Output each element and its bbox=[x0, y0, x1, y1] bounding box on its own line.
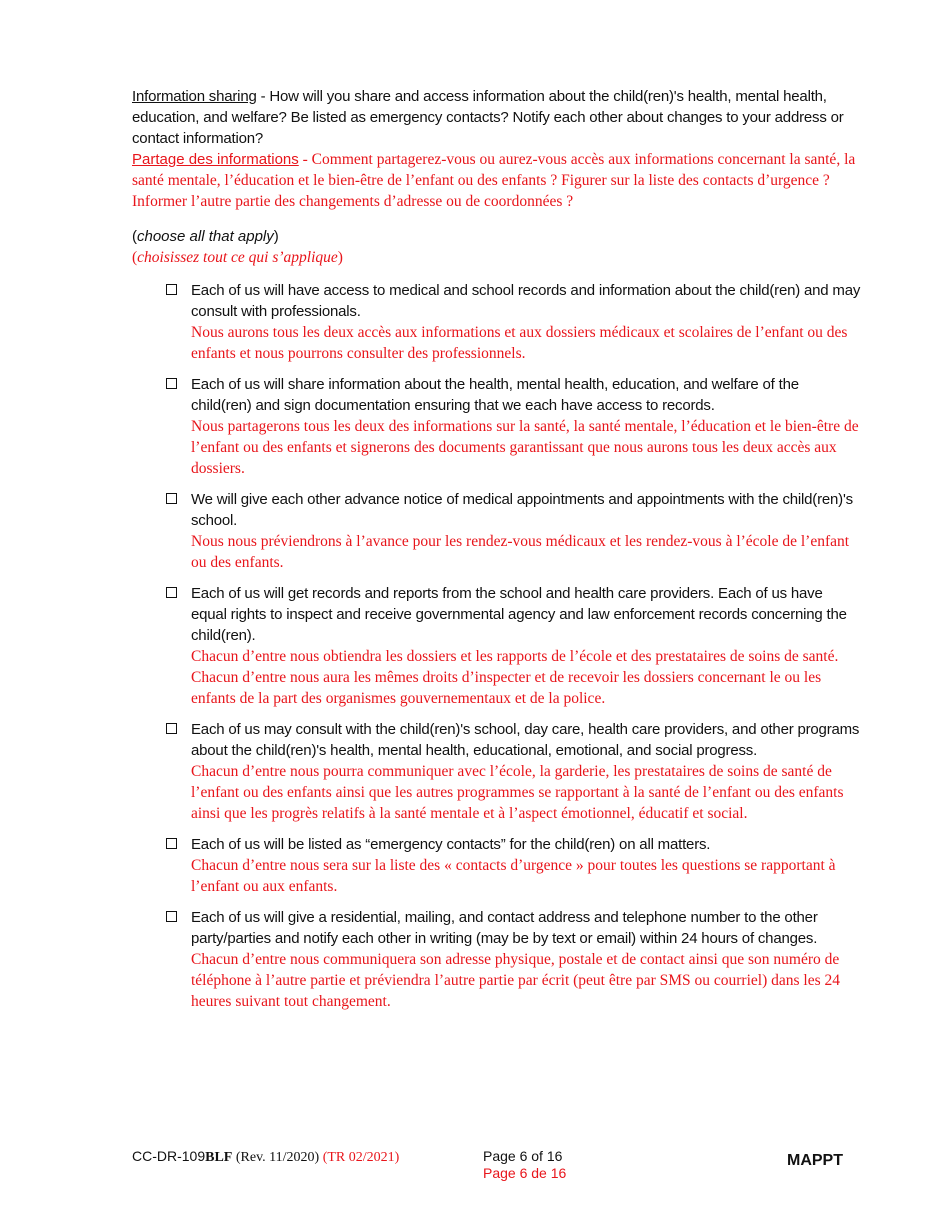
intro-french bbox=[132, 149, 862, 212]
form-identifier: CC-DR-109BLF (Rev. 11/2020) (TR 02/2021) bbox=[132, 1148, 400, 1165]
form-content bbox=[132, 86, 862, 1022]
option-share-information bbox=[132, 374, 862, 479]
option-text-fr: Nous partagerons tous les deux des informations sur la santé, la santé mentale, l’éducation et le bien-être de l’enfant ou des enfants et signerons des documents garantissant que nous aurons tous les deux accès aux dossiers. bbox=[191, 418, 859, 477]
checkbox[interactable] bbox=[166, 378, 177, 389]
options-list bbox=[132, 280, 862, 1012]
option-text-fr: Nous aurons tous les deux accès aux informations et aux dossiers médicaux et scolaires de l’enfant ou des enfants et nous pourrons consulter des professionnels. bbox=[191, 324, 848, 362]
checkbox[interactable] bbox=[166, 493, 177, 504]
option-emergency-contacts bbox=[132, 834, 862, 897]
option-text-fr: Chacun d’entre nous obtiendra les dossiers et les rapports de l’école et des prestataires de soins de santé. Chacun d’entre nous aura les mêmes droits d’inspecter et de recevoir les dossiers concernant le ou les enfants de la part des organismes gouvernementaux et de la police. bbox=[191, 648, 839, 707]
checkbox[interactable] bbox=[166, 911, 177, 922]
option-address-changes bbox=[132, 907, 862, 1012]
page-number-en: Page 6 of 16 bbox=[483, 1148, 563, 1164]
option-text-fr: Nous nous préviendrons à l’avance pour les rendez-vous médicaux et les rendez-vous à l’école de l’enfant ou des enfants. bbox=[191, 533, 850, 571]
choose-instruction-fr: (choisissez tout ce qui s’applique) bbox=[132, 249, 343, 266]
option-records-reports bbox=[132, 583, 862, 709]
option-text-en: Each of us will have access to medical and school records and information about the child(ren) and may consult with professionals. bbox=[191, 282, 861, 320]
option-text-en: Each of us will give a residential, mailing, and contact address and telephone number to the other party/parties and notify each other in writing (may be by text or email) within 24 hours of changes. bbox=[191, 909, 818, 947]
option-text-fr: Chacun d’entre nous communiquera son adresse physique, postale et de contact ainsi que son numéro de téléphone à l’autre partie et préviendra l’autre partie par écrit (peut être par SMS ou courriel) dans les 24 heures suivant tout changement. bbox=[191, 951, 840, 1010]
section-title-en: Information sharing bbox=[132, 88, 257, 105]
choose-instructions bbox=[132, 226, 862, 268]
option-text-en: We will give each other advance notice of medical appointments and appointments with the child(ren)'s school. bbox=[191, 491, 853, 529]
section-title-fr: Partage des informations bbox=[132, 151, 299, 168]
page-number-fr: Page 6 de 16 bbox=[483, 1165, 567, 1181]
option-consult-school bbox=[132, 719, 862, 824]
checkbox[interactable] bbox=[166, 587, 177, 598]
option-text-en: Each of us will get records and reports from the school and health care providers. Each of us have equal rights to inspect and receive governmental agency and law enforcement records concerning the child(ren). bbox=[191, 585, 847, 644]
section-question-en: - How will you share and access information about the child(ren)'s health, mental health, education, and welfare? Be listed as emergency contacts? Notify each other about changes to your address or contact information? bbox=[132, 88, 844, 147]
option-text-en: Each of us will be listed as “emergency contacts” for the child(ren) on all matters. bbox=[191, 836, 711, 853]
option-text-fr: Chacun d’entre nous pourra communiquer avec l’école, la garderie, les prestataires de soins de santé de l’enfant ou des enfants ainsi que les autres programmes se rapportant à la santé de l’enfant ou des enfants ainsi que les progrès relatifs à la santé mentale et à l’aspect émotionnel, éducatif et social. bbox=[191, 763, 844, 822]
option-text-en: Each of us may consult with the child(ren)'s school, day care, health care providers, and other programs about the child(ren)'s health, mental health, educational, emotional, and social progress. bbox=[191, 721, 860, 759]
page-footer bbox=[132, 1146, 852, 1186]
checkbox[interactable] bbox=[166, 284, 177, 295]
checkbox[interactable] bbox=[166, 723, 177, 734]
intro-english bbox=[132, 86, 862, 149]
choose-instruction-en: (choose all that apply) bbox=[132, 228, 279, 245]
checkbox[interactable] bbox=[166, 838, 177, 849]
option-text-en: Each of us will share information about the health, mental health, education, and welfare of the child(ren) and sign documentation ensuring that we each have access to records. bbox=[191, 376, 799, 414]
option-advance-notice bbox=[132, 489, 862, 573]
option-text-fr: Chacun d’entre nous sera sur la liste des « contacts d’urgence » pour toutes les questions se rapportant à l’enfant ou aux enfants. bbox=[191, 857, 836, 895]
section-question-fr: - Comment partagerez-vous ou aurez-vous accès aux informations concernant la santé, la santé mentale, l’éducation et le bien-être de l’enfant ou des enfants ? Figurer sur la liste des contacts d’urgence ? Informer l’autre partie des changements d’adresse ou de coordonnées ? bbox=[132, 151, 856, 210]
form-label: MAPPT bbox=[787, 1152, 843, 1169]
page-number bbox=[483, 1148, 566, 1182]
option-access-records bbox=[132, 280, 862, 364]
